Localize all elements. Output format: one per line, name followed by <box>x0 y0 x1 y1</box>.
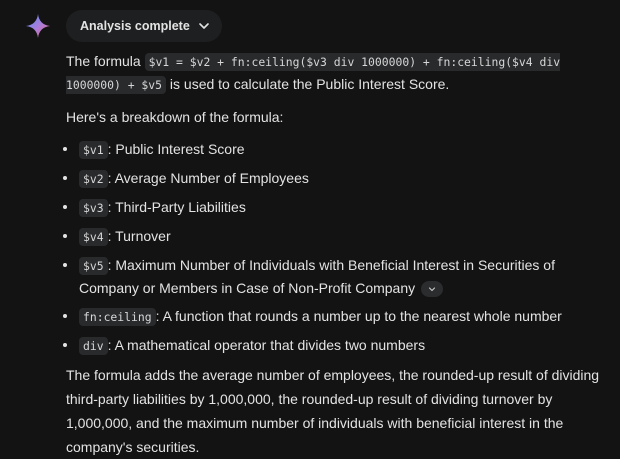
gemini-spark-icon <box>26 14 50 38</box>
variable-list <box>66 138 606 357</box>
formula-code: $v1 = $v2 + fn:ceiling($v3 div 1000000) + fn:ceiling($v4 div 1000000) + $v5 <box>66 55 561 92</box>
variable-code: $v4 <box>79 228 108 246</box>
breakdown-heading: Here's a breakdown of the formula: <box>66 109 284 125</box>
intro-text-after: is used to calculate the Public Interest Score. <box>169 76 450 92</box>
variable-description: : A function that rounds a number up to the nearest whole number <box>155 308 562 324</box>
variable-code: $v1 <box>79 141 108 159</box>
intro-paragraph <box>66 50 606 96</box>
expand-source-button[interactable] <box>421 281 443 297</box>
response-body <box>66 50 606 459</box>
variable-description: : Average Number of Employees <box>107 170 309 186</box>
list-item <box>66 334 606 357</box>
variable-description: : Third-Party Liabilities <box>107 199 246 215</box>
variable-description: : Turnover <box>107 228 171 244</box>
list-item <box>66 196 606 219</box>
chevron-down-icon <box>198 20 210 32</box>
intro-text-before: The formula <box>66 53 141 69</box>
variable-code: $v5 <box>79 257 108 275</box>
variable-code: div <box>79 337 108 355</box>
summary-paragraph: The formula adds the average number of employees, the rounded-up result of dividing third-party liabilities by 1,000,000, the rounded-up result of dividing turnover by 1,000,000, and the maximum number of individuals with beneficial interest in the company's securities. <box>66 367 600 455</box>
variable-code: fn:ceiling <box>79 308 156 326</box>
variable-code: $v3 <box>79 199 108 217</box>
list-item <box>66 305 606 328</box>
analysis-status-toggle[interactable] <box>66 10 222 42</box>
variable-description: : Public Interest Score <box>107 141 245 157</box>
variable-description: : Maximum Number of Individuals with Beneficial Interest in Securities of Company or Members in Case of Non-Profit Company <box>79 257 555 296</box>
list-item <box>66 167 606 190</box>
list-item <box>66 254 606 299</box>
variable-code: $v2 <box>79 170 108 188</box>
variable-description: : A mathematical operator that divides two numbers <box>107 337 426 353</box>
analysis-status-label: Analysis complete <box>80 19 190 33</box>
list-item <box>66 138 606 161</box>
chevron-down-icon <box>428 285 436 293</box>
list-item <box>66 225 606 248</box>
